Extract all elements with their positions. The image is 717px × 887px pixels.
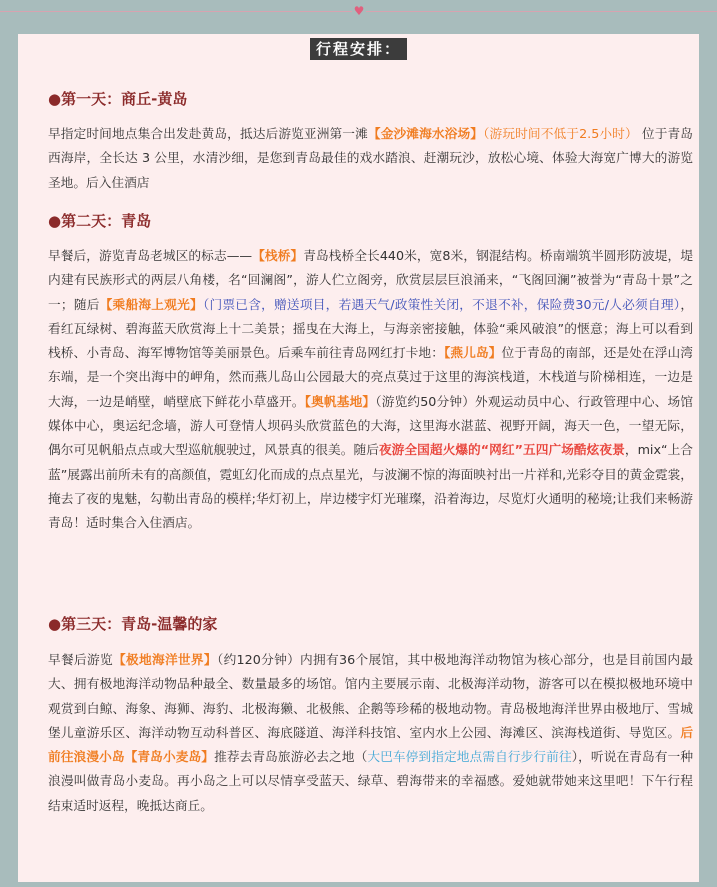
- day2-boat-highlight: 【乘船海上观光】: [99, 296, 203, 312]
- day3-text-1: 早餐后游览: [48, 652, 113, 667]
- day2-heading: ●第二天：青岛: [48, 212, 152, 230]
- day1-heading: ●第一天：商丘-黄岛: [48, 90, 188, 108]
- day3-bus-note: 大巴车停到指定地点需自行步行前往: [367, 749, 572, 765]
- day3-xiaomai-highlight: 【青岛小麦岛】: [124, 749, 215, 765]
- day2-text-2: 青岛栈桥全长440米，宽8米，钢混结构。桥南端筑半圆形防波堤，堤内建有民族形式的两层八角楼，名“回澜阁”，游人伫立阁旁，欣赏层层巨浪涌来，“飞阁回澜”被誉为“青岛十景”之一；随后: [48, 248, 694, 312]
- day3-text-4: 推荐去青岛旅游必去之地（: [214, 749, 368, 765]
- day2-paragraph: [48, 244, 693, 536]
- itinerary-title: 行程安排：: [310, 38, 407, 60]
- day1-time-note: （游玩时间不低于2.5小时）: [483, 126, 638, 141]
- day2-yaner-highlight: 【燕儿岛】: [443, 345, 502, 361]
- day3-paragraph: [48, 648, 693, 818]
- day2-text-1: 早餐后，游览青岛老城区的标志——: [48, 248, 253, 263]
- day3-polar-highlight: 【极地海洋世界】: [112, 652, 217, 667]
- day1-text-2: 位于青岛西海岸，全长达 3 公里，水清沙细，是您到青岛最佳的戏水踏浪、赶潮玩沙，放松心境、体验大海宽广博大的游览圣地。后入住酒店: [48, 126, 693, 190]
- day1-text-1: 早指定时间地点集合出发赴黄岛，抵达后游览亚洲第一滩: [48, 126, 368, 141]
- itinerary-card: [18, 34, 699, 882]
- title-wrap: [18, 38, 699, 60]
- day2-zhanqiao-highlight: 【栈桥】: [252, 248, 304, 263]
- heart-icon: ♥: [353, 4, 365, 18]
- day2-night-highlight: 夜游全国超火爆的“网红”五四广场酷炫夜景: [378, 442, 625, 458]
- day1-paragraph: [48, 122, 693, 195]
- day2-text-6: ，mix“上合蓝”展露出前所未有的高颜值，霓虹幻化而成的点点星光，与波澜不惊的海面映衬出一片祥和,光彩夺目的黄金霓裳，掩去了夜的鬼魅，勾勒出青岛的模样;华灯初上，岸边楼宇灯光璀璨，沿着海边，尽览灯火通明的秘境;让我们来畅游青岛！适时集合入住酒店。: [48, 442, 693, 531]
- day1-beach-highlight: 【金沙滩海水浴场】: [367, 126, 484, 141]
- day3-text-2: （约120分钟）内拥有36个展馆，其中极地海洋动物馆为核心部分，也是目前国内最大、拥有极地海洋动物品种最全、数量最多的场馆。馆内主要展示南、北极海洋动物，游客可以在模拟极地环境中观赏到白鲸、海象、海狮、海豹、北极海獭、北极熊、企鹅等珍稀的极地动物。青岛极地海洋世界由极地厅、雪城堡儿童游乐区、海洋动物互动科普区、海底隧道、海洋科技馆、室内水上公园、海滩区、滨海栈道街、导览区。: [48, 652, 694, 740]
- day2-text-4: 位于青岛的南部，还是处在浮山湾东端，是一个突出海中的岬角，然而燕儿岛山公园最大的亮点莫过于这里的海滨栈道，木栈道与阶梯相连，一边是大海，一边是峭壁，峭壁底下鲜花小草盛开。: [48, 345, 693, 409]
- day3-text-5: ），听说在青岛有一种浪漫叫做青岛小麦岛。再小岛之上可以尽情享受蓝天、绿草、碧海带来的幸福感。爱她就带她来这里吧！下午行程结束适时返程，晚抵达商丘。: [48, 749, 694, 813]
- day2-text-3: ，看红瓦绿树、碧海蓝天欣赏海上十二美景；摇曳在大海上，与海亲密接触，体验“乘风破浪”的惬意；海上可以看到栈桥、小青岛、海军博物馆等美丽景色。后乘车前往青岛网红打卡地：: [48, 296, 694, 361]
- day2-boat-note: （门票已含，赠送项目，若遇天气/政策性关闭，不退不补，保险费30元/人必须自理）: [202, 296, 681, 312]
- day3-heading: ●第三天：青岛-温馨的家: [48, 615, 218, 633]
- day2-aofan-highlight: 【奥帆基地】: [304, 393, 376, 409]
- day3-romantic-island: 后前往浪漫小岛: [48, 724, 693, 765]
- day2-text-5: （游览约50分钟）外观运动员中心、行政管理中心、场馆媒体中心，奥运纪念墙，游人可登情人坝码头欣赏蓝色的大海，这里海水湛蓝、视野开阔，海天一色，一望无际，偶尔可见帆船点点或大型巡航舰驶过，风景真的很美。随后: [48, 393, 694, 458]
